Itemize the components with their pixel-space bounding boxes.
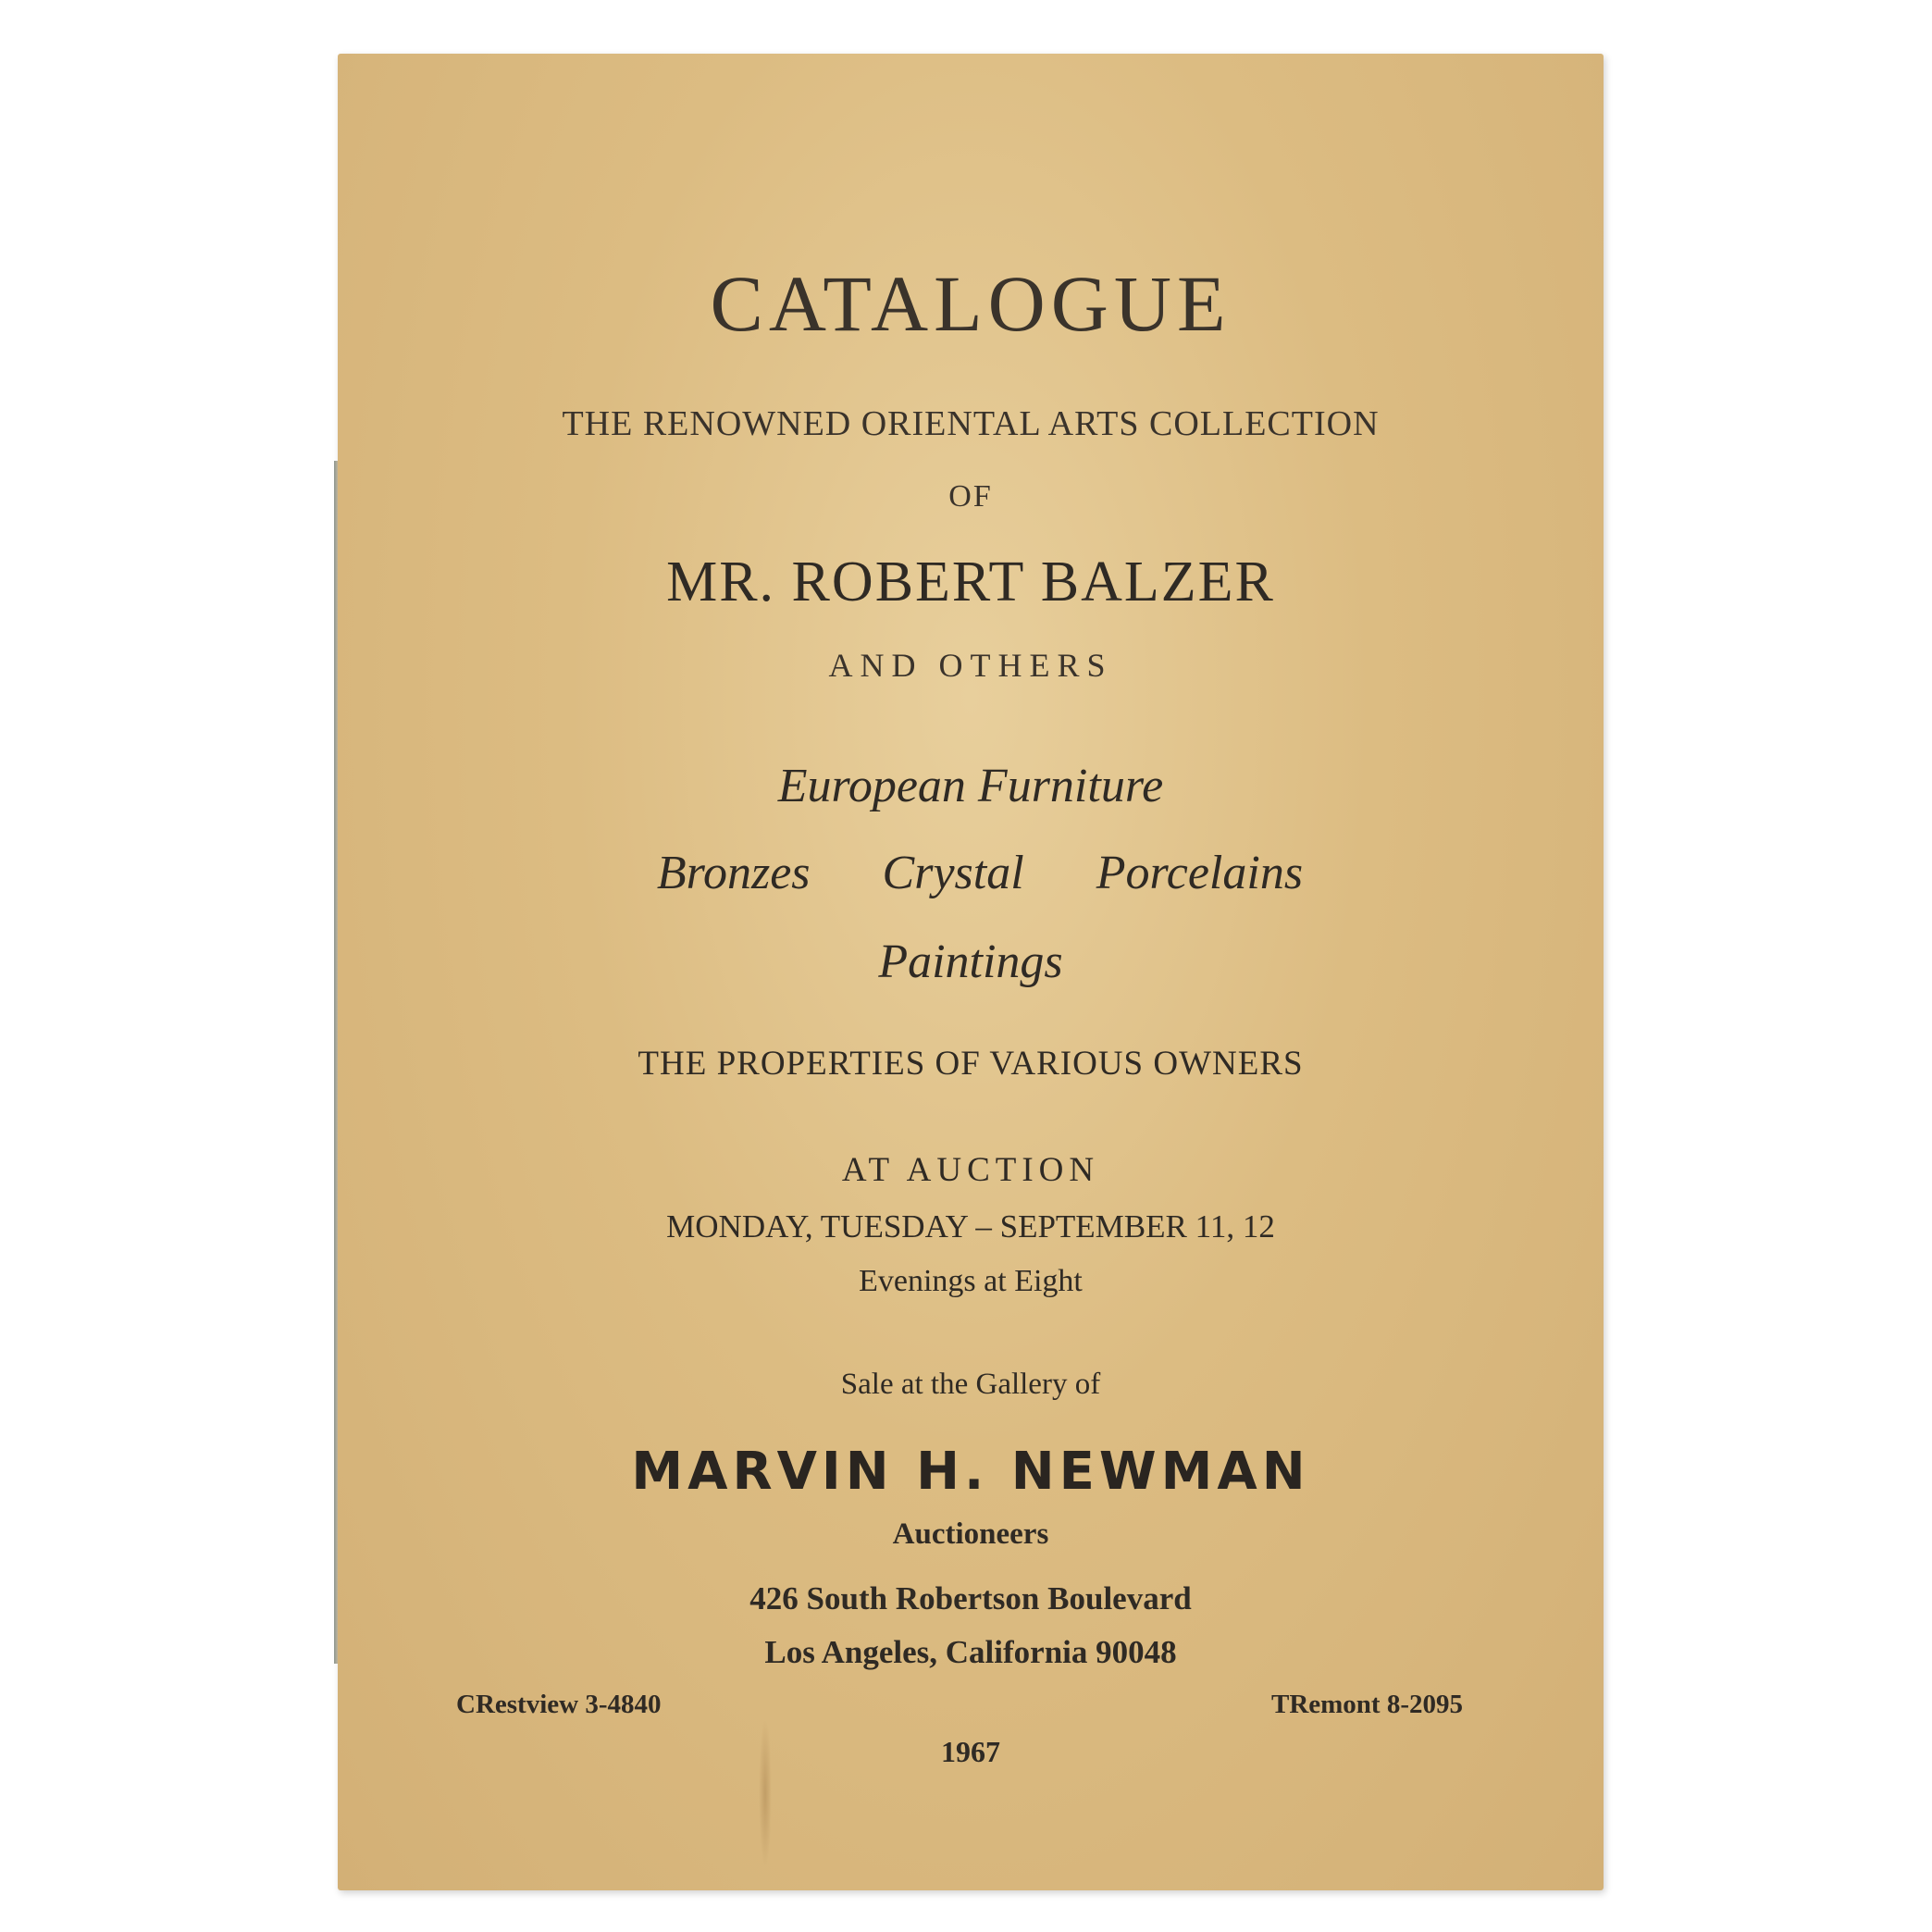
address-line-1: 426 South Robertson Boulevard xyxy=(749,1580,1192,1616)
sale-location-intro: Sale at the Gallery of xyxy=(840,1368,1101,1401)
category-bronzes: Bronzes xyxy=(656,847,811,899)
category-crystal: Crystal xyxy=(882,847,1024,899)
category-paintings: Paintings xyxy=(878,935,1063,988)
catalogue-year: 1967 xyxy=(941,1735,1000,1768)
auction-time: Evenings at Eight xyxy=(859,1264,1083,1298)
auctioneer-name: MARVIN H. NEWMAN xyxy=(631,1442,1310,1502)
owner-name: MR. ROBERT BALZER xyxy=(666,551,1275,613)
phone-number-left: CRestview 3-4840 xyxy=(456,1690,662,1719)
auctioneer-label: Auctioneers xyxy=(892,1517,1049,1551)
catalogue-cover xyxy=(338,54,1604,1890)
catalogue-title: CATALOGUE xyxy=(710,259,1232,348)
collection-subtitle: THE RENOWNED ORIENTAL ARTS COLLECTION xyxy=(562,404,1380,443)
category-row xyxy=(338,846,1604,900)
paper-stain xyxy=(759,1719,772,1867)
phone-number-right: TRemont 8-2095 xyxy=(1270,1690,1463,1719)
category-european-furniture: European Furniture xyxy=(777,760,1164,812)
at-auction-heading: AT AUCTION xyxy=(841,1151,1100,1189)
category-porcelains: Porcelains xyxy=(1096,847,1304,899)
and-others-text: AND OTHERS xyxy=(828,647,1113,684)
auction-dates: MONDAY, TUESDAY – SEPTEMBER 11, 12 xyxy=(666,1208,1275,1245)
properties-text: THE PROPERTIES OF VARIOUS OWNERS xyxy=(638,1045,1304,1083)
of-text: OF xyxy=(948,479,993,514)
address-line-2: Los Angeles, California 90048 xyxy=(764,1634,1177,1670)
